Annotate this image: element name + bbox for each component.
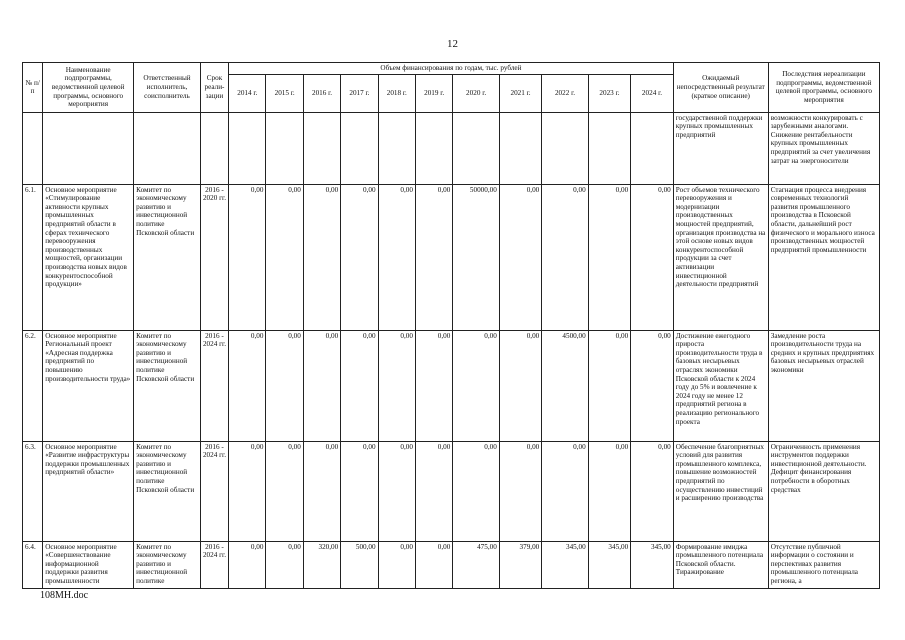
row-value: 0,00 (588, 441, 630, 541)
row-value: 0,00 (378, 330, 415, 441)
row-value: 0,00 (453, 330, 499, 441)
row-value: 50000,00 (453, 184, 499, 330)
header-year: 2018 г. (378, 74, 415, 112)
row-consequences: Стагнация процесса внедрения современных технологий развития промышленного производства в Псковской области, дальнейший рост физического и морального износа производственных мощностей предприятий промышленности (768, 184, 879, 330)
row-result: Достижение ежегодного прироста производительности труда в базовых несырьевых отраслях экономики Псковской области к 2024 году до 5% и вовлечение к 2024 году не менее 12 предприятий региона в реализацию регионального проекта (673, 330, 768, 441)
row-result: Рост объемов технического перевооружения и модернизации производственных мощностей предприятий, организация производства на этой основе новых видов конкурентоспособной продукции за счет активизации инвестиционной деятельности предприятий (673, 184, 768, 330)
table-row-continuation (23, 112, 880, 184)
row-value: 0,00 (266, 330, 303, 441)
row-term: 2016 - 2020 гг. (200, 184, 228, 330)
row-value: 0,00 (229, 441, 266, 541)
row-value: 0,00 (453, 441, 499, 541)
row-responsible: Комитет по экономическому развитию и инвестиционной политике Псковской области (134, 330, 201, 441)
row-name: Основное мероприятие Региональный проект «Адресная поддержка предприятий по повышению производительности труда» (43, 330, 134, 441)
row-value: 0,00 (542, 184, 588, 330)
row-value: 0,00 (303, 184, 340, 330)
row-value: 0,00 (378, 184, 415, 330)
header-year: 2020 г. (453, 74, 499, 112)
row-value: 0,00 (378, 441, 415, 541)
row-value: 0,00 (631, 330, 674, 441)
row-value: 0,00 (588, 184, 630, 330)
header-year: 2024 г. (631, 74, 674, 112)
row-value: 0,00 (266, 541, 303, 588)
row-value: 0,00 (303, 441, 340, 541)
header-no: № п/п (23, 63, 43, 113)
header-year: 2015 г. (266, 74, 303, 112)
header-year: 2019 г. (415, 74, 452, 112)
row-value: 0,00 (303, 330, 340, 441)
header-year: 2023 г. (588, 74, 630, 112)
header-funding: Объем финансирования по годам, тыс. рублей (229, 63, 674, 75)
continuation-result: государственной поддержки крупных промышленных предприятий (673, 112, 768, 184)
row-value: 0,00 (415, 330, 452, 441)
row-value: 0,00 (631, 441, 674, 541)
header-term: Срок реали-зации (200, 63, 228, 113)
row-name: Основное мероприятие «Совершенствование информационной поддержки развития промышленности (43, 541, 134, 588)
row-term: 2016 - 2024 гг. (200, 541, 228, 588)
row-consequences: Ограниченность применения инструментов поддержки инвестиционной деятельности. Дефицит финансирования потребности в оборотных средствах (768, 441, 879, 541)
header-year: 2017 г. (341, 74, 378, 112)
row-value: 0,00 (631, 184, 674, 330)
page-number: 12 (447, 38, 458, 50)
table-row (23, 184, 880, 330)
row-value: 345,00 (588, 541, 630, 588)
row-consequences: Отсутствие публичной информации о состоянии и перспективах развития промышленного потенциала региона, а (768, 541, 879, 588)
row-number: 6.3. (23, 441, 43, 541)
row-number: 6.1. (23, 184, 43, 330)
row-value: 0,00 (229, 330, 266, 441)
table-row (23, 541, 880, 588)
row-value: 0,00 (341, 330, 378, 441)
row-value: 0,00 (499, 330, 541, 441)
row-value: 475,00 (453, 541, 499, 588)
row-value: 0,00 (415, 441, 452, 541)
row-value: 0,00 (415, 184, 452, 330)
row-value: 0,00 (499, 441, 541, 541)
row-value: 500,00 (341, 541, 378, 588)
row-responsible: Комитет по экономическому развитию и инвестиционной политике Псковской области (134, 441, 201, 541)
row-number: 6.2. (23, 330, 43, 441)
row-value: 0,00 (588, 330, 630, 441)
row-term: 2016 - 2024 гг. (200, 441, 228, 541)
header-year: 2016 г. (303, 74, 340, 112)
table-row (23, 330, 880, 441)
continuation-consequences: возможности конкурировать с зарубежными аналогами. Снижение рентабельности крупных промышленных предприятий за счет увеличения затрат на энергоносители (768, 112, 879, 184)
header-name: Наименование подпрограммы, ведомственной целевой программы, основного мероприятия (43, 63, 134, 113)
row-value: 320,00 (303, 541, 340, 588)
row-value: 0,00 (266, 184, 303, 330)
header-responsible: Ответственный исполнитель, соисполнитель (134, 63, 201, 113)
row-value: 0,00 (542, 441, 588, 541)
header-year: 2022 г. (542, 74, 588, 112)
header-consequences: Последствия нереализации подпрограммы, ведомственной целевой программы, основного мероприятия (768, 63, 879, 113)
row-value: 4500,00 (542, 330, 588, 441)
row-number: 6.4. (23, 541, 43, 588)
row-term: 2016 - 2024 гг. (200, 330, 228, 441)
funding-table (22, 62, 880, 589)
row-value: 0,00 (378, 541, 415, 588)
row-name: Основное мероприятие «Стимулирование активности крупных промышленных предприятий области в сферах технического перевооружения производственных мощностей, организации производства новых видов конкурентоспособной продукции» (43, 184, 134, 330)
file-name-footer: 108MH.doc (40, 590, 89, 601)
header-result: Ожидаемый непосредственный результат (краткое описание) (673, 63, 768, 113)
row-value: 345,00 (542, 541, 588, 588)
row-value: 0,00 (415, 541, 452, 588)
row-value: 0,00 (229, 541, 266, 588)
row-value: 379,00 (499, 541, 541, 588)
row-value: 0,00 (229, 184, 266, 330)
row-result: Формирование имиджа промышленного потенциала Псковской области. Тиражирование (673, 541, 768, 588)
row-value: 0,00 (341, 184, 378, 330)
row-value: 345,00 (631, 541, 674, 588)
row-value: 0,00 (341, 441, 378, 541)
row-value: 0,00 (266, 441, 303, 541)
row-result: Обеспечение благоприятных условий для развития промышленного комплекса, повышение возможностей предприятий по осуществлению инвестиций и расширению производства (673, 441, 768, 541)
header-year: 2021 г. (499, 74, 541, 112)
row-value: 0,00 (499, 184, 541, 330)
header-year: 2014 г. (229, 74, 266, 112)
row-consequences: Замедление роста производительности труда на средних и крупных предприятиях базовых несырьевых отраслей экономики (768, 330, 879, 441)
row-responsible: Комитет по экономическому развитию и инвестиционной политике Псковской области (134, 184, 201, 330)
row-responsible: Комитет по экономическому развитию и инвестиционной политике (134, 541, 201, 588)
row-name: Основное мероприятие «Развитие инфраструктуры поддержки промышленных предприятий области» (43, 441, 134, 541)
table-row (23, 441, 880, 541)
